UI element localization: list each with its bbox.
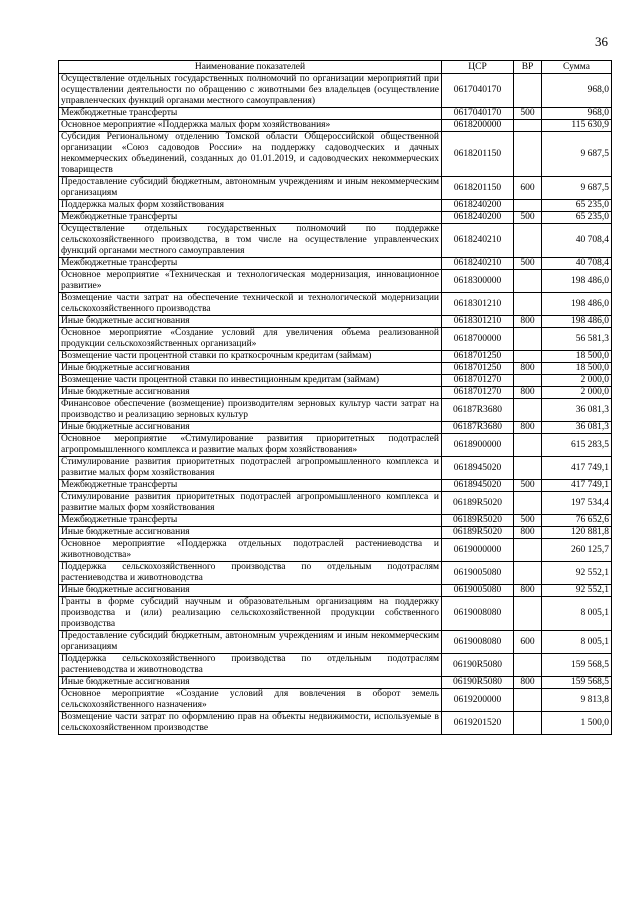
cell-vr: 500 xyxy=(514,480,542,492)
cell-csr: 06190R5080 xyxy=(442,677,514,689)
cell-vr xyxy=(514,74,542,108)
cell-sum: 198 486,0 xyxy=(542,293,612,316)
cell-csr: 0618200000 xyxy=(442,120,514,132)
cell-name: Межбюджетные трансферты xyxy=(59,108,442,120)
cell-vr xyxy=(514,712,542,735)
cell-vr: 800 xyxy=(514,422,542,434)
cell-vr xyxy=(514,328,542,351)
cell-name: Стимулирование развития приоритетных подотраслей агропромышленного комплекса и развитие малых форм хозяйствования xyxy=(59,492,442,515)
table-row xyxy=(59,363,612,375)
cell-vr xyxy=(514,375,542,387)
cell-name: Возмещение части процентной ставки по краткосрочным кредитам (займам) xyxy=(59,351,442,363)
table-row xyxy=(59,212,612,224)
cell-sum: 9 687,5 xyxy=(542,177,612,200)
cell-name: Финансовое обеспечение (возмещение) производителям зерновых культур части затрат на производство и реализацию зерновых культур xyxy=(59,399,442,422)
cell-sum: 159 568,5 xyxy=(542,677,612,689)
cell-name: Иные бюджетные ассигнования xyxy=(59,527,442,539)
table-row xyxy=(59,316,612,328)
cell-csr: 0619000000 xyxy=(442,539,514,562)
cell-vr: 800 xyxy=(514,387,542,399)
cell-vr: 500 xyxy=(514,212,542,224)
cell-vr: 800 xyxy=(514,316,542,328)
cell-name: Основное мероприятие «Создание условий для увеличения объема реализованной продукции сельскохозяйственных организаций» xyxy=(59,328,442,351)
table-row xyxy=(59,108,612,120)
cell-name: Субсидия Региональному отделению Томской области Общероссийской общественной организации «Союз садоводов России» на поддержку садоводческих и дачных некоммерческих объединений, созданных до 01.01.2019, и садоводческих некоммерческих товариществ xyxy=(59,132,442,177)
cell-csr: 0619008080 xyxy=(442,597,514,631)
cell-name: Иные бюджетные ассигнования xyxy=(59,422,442,434)
table-row xyxy=(59,351,612,363)
table-row xyxy=(59,177,612,200)
table-row xyxy=(59,597,612,631)
cell-csr: 0618701270 xyxy=(442,375,514,387)
cell-vr xyxy=(514,120,542,132)
cell-sum: 18 500,0 xyxy=(542,351,612,363)
table-row xyxy=(59,585,612,597)
table-row xyxy=(59,399,612,422)
cell-csr: 0618301210 xyxy=(442,316,514,328)
cell-sum: 2 000,0 xyxy=(542,387,612,399)
table-row xyxy=(59,258,612,270)
cell-sum: 56 581,3 xyxy=(542,328,612,351)
table-row xyxy=(59,712,612,735)
cell-name: Гранты в форме субсидий научным и образовательным организациям на поддержку производства и (или) реализацию сельскохозяйственной продукции собственного производства xyxy=(59,597,442,631)
cell-name: Возмещение части процентной ставки по инвестиционным кредитам (займам) xyxy=(59,375,442,387)
cell-csr: 0619005080 xyxy=(442,562,514,585)
cell-vr xyxy=(514,539,542,562)
table-row xyxy=(59,631,612,654)
cell-csr: 0618701270 xyxy=(442,387,514,399)
table-row xyxy=(59,527,612,539)
cell-csr: 0618701250 xyxy=(442,351,514,363)
cell-sum: 260 125,7 xyxy=(542,539,612,562)
cell-csr: 06189R5020 xyxy=(442,527,514,539)
cell-sum: 40 708,4 xyxy=(542,258,612,270)
cell-name: Основное мероприятие «Поддержка малых форм хозяйствования» xyxy=(59,120,442,132)
table-row xyxy=(59,200,612,212)
cell-sum: 120 881,8 xyxy=(542,527,612,539)
table-row xyxy=(59,375,612,387)
cell-vr xyxy=(514,224,542,258)
cell-sum: 65 235,0 xyxy=(542,200,612,212)
cell-name: Межбюджетные трансферты xyxy=(59,212,442,224)
cell-csr: 0619005080 xyxy=(442,585,514,597)
cell-vr xyxy=(514,457,542,480)
cell-vr: 800 xyxy=(514,363,542,375)
cell-name: Предоставление субсидий бюджетным, автономным учреждениям и иным некоммерческим организациям xyxy=(59,631,442,654)
page-number: 36 xyxy=(595,34,608,49)
cell-sum: 417 749,1 xyxy=(542,480,612,492)
cell-vr xyxy=(514,562,542,585)
cell-sum: 18 500,0 xyxy=(542,363,612,375)
table-body xyxy=(59,74,612,735)
table-row xyxy=(59,224,612,258)
cell-name: Предоставление субсидий бюджетным, автономным учреждениям и иным некоммерческим организациям xyxy=(59,177,442,200)
cell-name: Иные бюджетные ассигнования xyxy=(59,387,442,399)
cell-name: Осуществление отдельных государственных полномочий по организации мероприятий при осуществлении деятельности по обращению с животными без владельцев (осуществление управленческих функций органами местного самоуправления) xyxy=(59,74,442,108)
header-vr: ВР xyxy=(514,61,542,74)
cell-name: Осуществление отдельных государственных полномочий по поддержке сельскохозяйственного производства, в том числе на осуществление управленческих функций органами местного самоуправления xyxy=(59,224,442,258)
cell-name: Иные бюджетные ассигнования xyxy=(59,316,442,328)
table-row xyxy=(59,74,612,108)
table-row xyxy=(59,120,612,132)
table-row xyxy=(59,539,612,562)
cell-vr xyxy=(514,399,542,422)
cell-csr: 0619008080 xyxy=(442,631,514,654)
cell-vr xyxy=(514,293,542,316)
cell-sum: 9 813,8 xyxy=(542,689,612,712)
cell-csr: 0618700000 xyxy=(442,328,514,351)
cell-name: Возмещение части затрат на обеспечение технической и технологической модернизации сельскохозяйственного производства xyxy=(59,293,442,316)
cell-sum: 8 005,1 xyxy=(542,597,612,631)
table-row xyxy=(59,270,612,293)
cell-csr: 06189R5020 xyxy=(442,515,514,527)
cell-csr: 0618945020 xyxy=(442,457,514,480)
cell-sum: 417 749,1 xyxy=(542,457,612,480)
cell-vr: 500 xyxy=(514,515,542,527)
cell-name: Возмещение части затрат по оформлению прав на объекты недвижимости, используемые в сельскохозяйственном производстве xyxy=(59,712,442,735)
cell-sum: 36 081,3 xyxy=(542,399,612,422)
cell-name: Иные бюджетные ассигнования xyxy=(59,585,442,597)
cell-csr: 0618701250 xyxy=(442,363,514,375)
cell-vr xyxy=(514,434,542,457)
cell-csr: 0619201520 xyxy=(442,712,514,735)
cell-csr: 0618301210 xyxy=(442,293,514,316)
table-row xyxy=(59,562,612,585)
cell-csr: 0618240210 xyxy=(442,258,514,270)
cell-csr: 06187R3680 xyxy=(442,399,514,422)
cell-vr xyxy=(514,654,542,677)
cell-vr: 500 xyxy=(514,108,542,120)
cell-name: Основное мероприятие «Техническая и технологическая модернизация, инновационное развитие» xyxy=(59,270,442,293)
cell-name: Поддержка сельскохозяйственного производства по отдельным подотраслям растениеводства и животноводства xyxy=(59,654,442,677)
cell-name: Межбюджетные трансферты xyxy=(59,515,442,527)
cell-name: Поддержка малых форм хозяйствования xyxy=(59,200,442,212)
cell-vr: 800 xyxy=(514,677,542,689)
cell-name: Основное мероприятие «Поддержка отдельных подотраслей растениеводства и животноводства» xyxy=(59,539,442,562)
table-row xyxy=(59,293,612,316)
cell-vr xyxy=(514,597,542,631)
cell-csr: 06190R5080 xyxy=(442,654,514,677)
cell-vr: 600 xyxy=(514,631,542,654)
cell-csr: 0618240210 xyxy=(442,224,514,258)
cell-csr: 0618300000 xyxy=(442,270,514,293)
table-row xyxy=(59,132,612,177)
cell-sum: 968,0 xyxy=(542,74,612,108)
cell-csr: 0617040170 xyxy=(442,108,514,120)
cell-sum: 198 486,0 xyxy=(542,316,612,328)
cell-sum: 9 687,5 xyxy=(542,132,612,177)
cell-vr: 500 xyxy=(514,258,542,270)
table-row xyxy=(59,422,612,434)
cell-sum: 92 552,1 xyxy=(542,562,612,585)
cell-csr: 06189R5020 xyxy=(442,492,514,515)
cell-vr: 600 xyxy=(514,177,542,200)
table-row xyxy=(59,434,612,457)
cell-name: Стимулирование развития приоритетных подотраслей агропромышленного комплекса и развитие малых форм хозяйствования xyxy=(59,457,442,480)
table-row xyxy=(59,492,612,515)
cell-sum: 92 552,1 xyxy=(542,585,612,597)
cell-vr xyxy=(514,351,542,363)
table-row xyxy=(59,387,612,399)
cell-csr: 0618240200 xyxy=(442,200,514,212)
cell-csr: 0618240200 xyxy=(442,212,514,224)
cell-name: Иные бюджетные ассигнования xyxy=(59,363,442,375)
cell-sum: 65 235,0 xyxy=(542,212,612,224)
header-name: Наименование показателей xyxy=(59,61,442,74)
table-row xyxy=(59,457,612,480)
cell-csr: 0619200000 xyxy=(442,689,514,712)
table-row xyxy=(59,480,612,492)
table-header-row xyxy=(59,61,612,74)
cell-name: Межбюджетные трансферты xyxy=(59,258,442,270)
cell-name: Поддержка сельскохозяйственного производства по отдельным подотраслям растениеводства и животноводства xyxy=(59,562,442,585)
table-row xyxy=(59,677,612,689)
cell-sum: 615 283,5 xyxy=(542,434,612,457)
cell-csr: 0618201150 xyxy=(442,177,514,200)
cell-vr: 800 xyxy=(514,585,542,597)
cell-csr: 0618201150 xyxy=(442,132,514,177)
cell-vr: 800 xyxy=(514,527,542,539)
cell-vr xyxy=(514,132,542,177)
cell-sum: 197 534,4 xyxy=(542,492,612,515)
cell-sum: 40 708,4 xyxy=(542,224,612,258)
table-row xyxy=(59,515,612,527)
cell-sum: 198 486,0 xyxy=(542,270,612,293)
cell-vr xyxy=(514,689,542,712)
cell-vr xyxy=(514,270,542,293)
table-row xyxy=(59,328,612,351)
cell-name: Основное мероприятие «Создание условий для вовлечения в оборот земель сельскохозяйственного назначения» xyxy=(59,689,442,712)
cell-vr xyxy=(514,200,542,212)
budget-table xyxy=(58,60,612,735)
cell-sum: 968,0 xyxy=(542,108,612,120)
cell-sum: 115 630,9 xyxy=(542,120,612,132)
table-row xyxy=(59,689,612,712)
cell-csr: 06187R3680 xyxy=(442,422,514,434)
cell-sum: 76 652,6 xyxy=(542,515,612,527)
cell-sum: 159 568,5 xyxy=(542,654,612,677)
header-sum: Сумма xyxy=(542,61,612,74)
cell-csr: 0617040170 xyxy=(442,74,514,108)
cell-sum: 36 081,3 xyxy=(542,422,612,434)
header-csr: ЦСР xyxy=(442,61,514,74)
table-row xyxy=(59,654,612,677)
cell-csr: 0618900000 xyxy=(442,434,514,457)
cell-vr xyxy=(514,492,542,515)
cell-sum: 1 500,0 xyxy=(542,712,612,735)
cell-name: Межбюджетные трансферты xyxy=(59,480,442,492)
cell-sum: 8 005,1 xyxy=(542,631,612,654)
cell-sum: 2 000,0 xyxy=(542,375,612,387)
cell-name: Основное мероприятие «Стимулирование развития приоритетных подотраслей агропромышленного комплекса и развитие малых форм хозяйствования» xyxy=(59,434,442,457)
cell-name: Иные бюджетные ассигнования xyxy=(59,677,442,689)
cell-csr: 0618945020 xyxy=(442,480,514,492)
